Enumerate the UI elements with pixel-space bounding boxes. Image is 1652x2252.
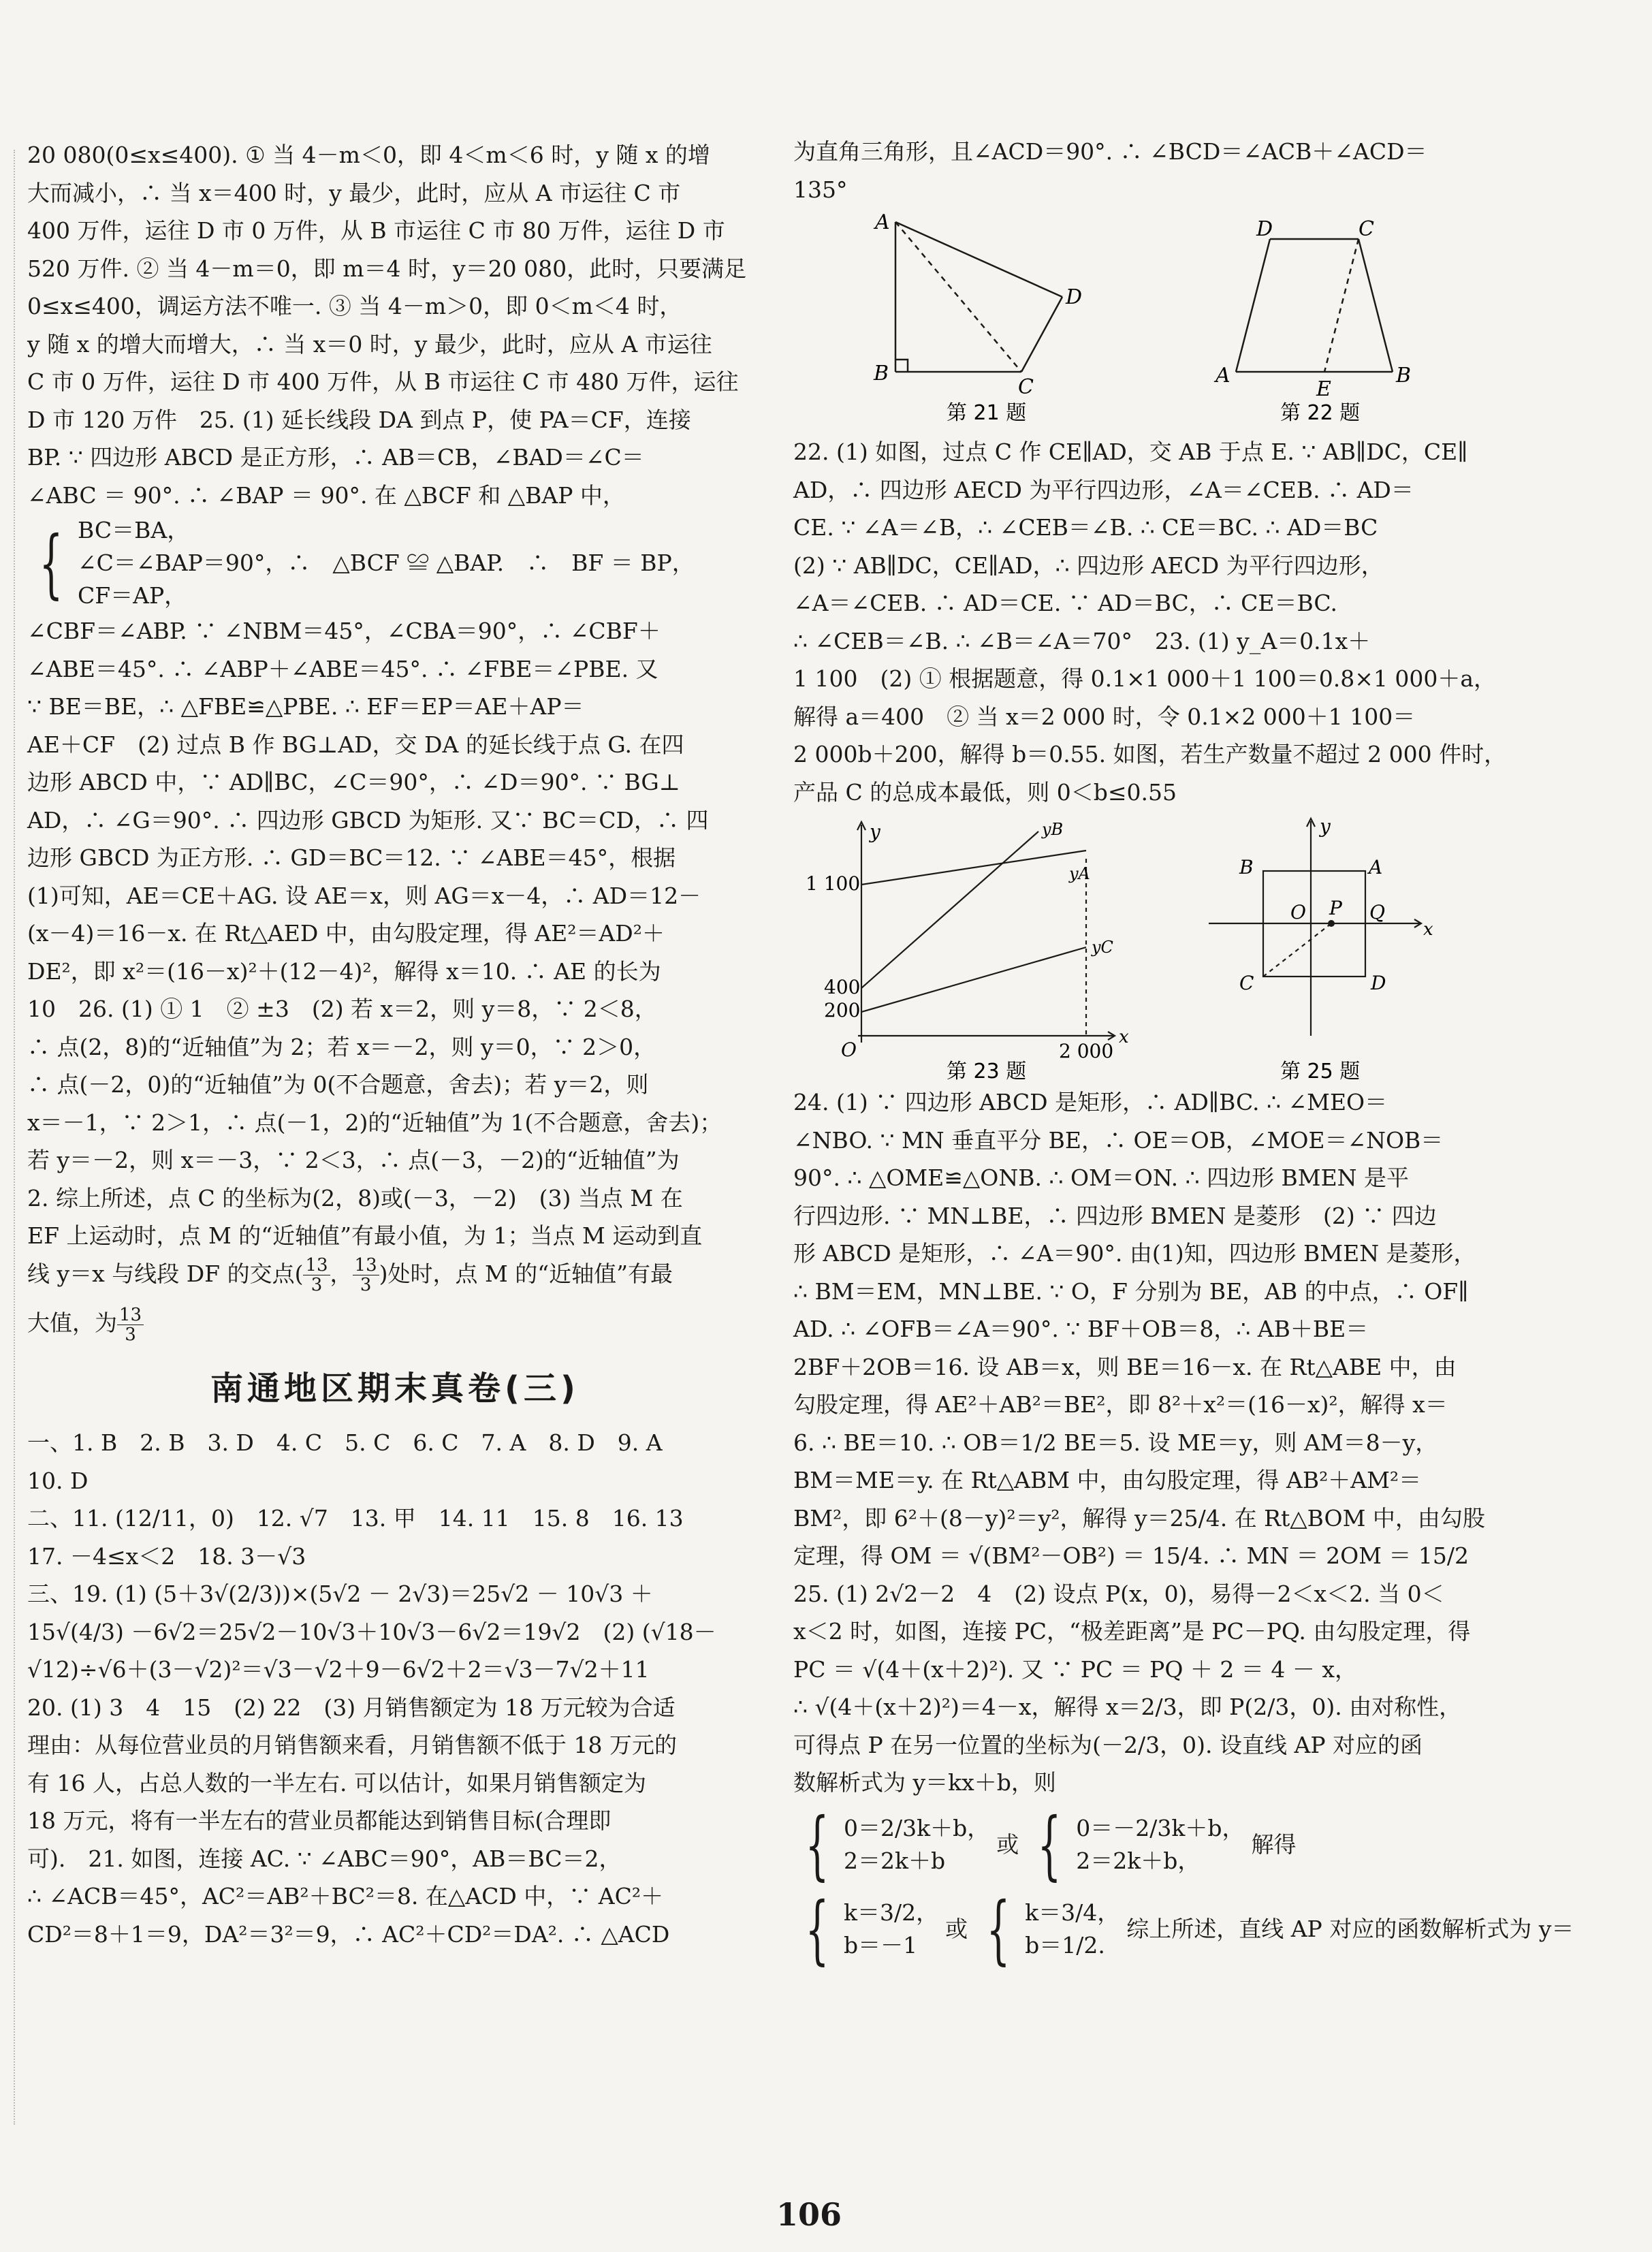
text: 或 xyxy=(996,1830,1019,1858)
text-line: CE. ∵ ∠A＝∠B，∴ ∠CEB＝∠B. ∴ CE＝BC. ∴ AD＝BC xyxy=(793,514,1378,541)
text-line: 解得 a＝400 ② 当 x＝2 000 时，令 0.1×2 000＋1 100＝ xyxy=(793,703,1416,730)
figure-caption: 第 22 题 xyxy=(1280,401,1361,425)
tick-label: 200 xyxy=(824,999,861,1021)
fraction xyxy=(353,1256,379,1295)
text-line: 形 ABCD 是矩形，∴ ∠A＝90°. 由(1)知，四边形 BMEN 是菱形， xyxy=(793,1240,1476,1267)
answer-text-block xyxy=(27,612,763,1255)
figure-23-25 xyxy=(793,811,1529,1083)
point-P xyxy=(1328,920,1335,927)
text-line: 24. (1) ∵ 四边形 ABCD 是矩形，∴ AD∥BC. ∴ ∠MEO＝ xyxy=(793,1089,1388,1115)
system-lines xyxy=(844,1897,938,1962)
answer-text-block xyxy=(27,1424,763,1953)
label-B: B xyxy=(1396,364,1412,387)
text-line: 18 万元，将有一半左右的营业员都能达到销售目标(合理即 xyxy=(27,1807,611,1834)
answer-text-block xyxy=(793,133,1536,208)
equation: k＝3/4， xyxy=(1025,1899,1120,1926)
text-line: CD²＝8＋1＝9，DA²＝3²＝9，∴ AC²＋CD²＝DA². ∴ △ACD xyxy=(27,1920,670,1948)
denominator: 3 xyxy=(125,1324,136,1345)
section-title: 南通地区期末真卷(三) xyxy=(210,1369,579,1408)
text-line: 90°. ∴ △OME≌△ONB. ∴ OM＝ON. ∴ 四边形 BMEN 是平 xyxy=(793,1164,1410,1191)
text-line: PC ＝ √(4＋(x＋2)²). 又 ∵ PC ＝ PQ ＋ 2 ＝ 4 － x， xyxy=(793,1655,1357,1683)
fraction xyxy=(117,1305,144,1344)
line-label-yC: yC xyxy=(1092,938,1113,957)
text-line: ∠ABE＝45°. ∴ ∠ABP＋∠ABE＝45°. ∴ ∠FBE＝∠PBE. 又 xyxy=(27,655,658,682)
left-brace: { xyxy=(39,520,63,607)
text: 线 y＝x 与线段 DF 的交点 xyxy=(27,1260,295,1287)
figure-21-22 xyxy=(793,208,1529,433)
equation: 2＝2k＋b， xyxy=(1076,1847,1201,1874)
axis-label-y: y xyxy=(870,821,880,843)
numerator: 13 xyxy=(353,1256,379,1275)
text-line: 可得点 P 在另一位置的坐标为(－2/3，0). 设直线 AP 对应的函 xyxy=(793,1731,1423,1758)
text-line: ∠CBF＝∠ABP. ∵ ∠NBM＝45°，∠CBA＝90°，∴ ∠CBF＋ xyxy=(27,618,661,644)
figure-caption: 第 21 题 xyxy=(947,401,1027,425)
text-line: (2) ∵ AB∥DC，CE∥AD，∴ 四边形 AECD 为平行四边形， xyxy=(793,552,1384,579)
text-line: 2BF＋2OB＝16. 设 AB＝x，则 BE＝16－x. 在 Rt△ABE 中，由 xyxy=(793,1353,1457,1380)
text: 处时，点 M 的“近轴值”有最 xyxy=(387,1260,673,1287)
equation: k＝3/2， xyxy=(844,1899,939,1926)
label-B: B xyxy=(1239,856,1254,878)
label-B: B xyxy=(874,362,889,385)
figure-21 xyxy=(895,222,1062,372)
text-line: 可). 21. 如图，连接 AC. ∵ ∠ABC＝90°，AB＝BC＝2， xyxy=(27,1845,622,1872)
text-line: ∴ BM＝EM，MN⊥BE. ∵ O，F 分别为 BE，AB 的中点，∴ OF∥ xyxy=(793,1278,1469,1305)
text-line: BC＝BA， xyxy=(78,517,190,543)
text-line: 10. D xyxy=(27,1467,89,1494)
label-A: A xyxy=(1216,364,1230,387)
text-line: √12)÷√6＋(3－√2)²＝√3－√2＋9－6√2＋2＝√3－7√2＋11 xyxy=(27,1656,650,1683)
text-line: (1)可知，AE＝CE＋AG. 设 AE＝x，则 AG＝x－4，∴ AD＝12－ xyxy=(27,882,701,909)
label-C: C xyxy=(1359,217,1374,241)
text-line: 25. (1) 2√2－2 4 (2) 设点 P(x，0)，易得－2＜x＜2. 当 0＜ xyxy=(793,1580,1444,1607)
system-lines xyxy=(844,1812,989,1877)
text-line: y 随 x 的增大而增大，∴ 当 x＝0 时，y 最少，此时，应从 A 市运往 xyxy=(27,330,712,358)
label-E: E xyxy=(1316,377,1331,401)
tick-label: 1 100 xyxy=(806,872,861,895)
text-line: ∴ 点(－2，0)的“近轴值”为 0(不合题意，舍去)；若 y＝2，则 xyxy=(27,1071,649,1098)
text-line: 为直角三角形，且∠ACD＝90°. ∴ ∠BCD＝∠ACB＋∠ACD＝ xyxy=(793,138,1427,165)
text-line: ∠NBO. ∵ MN 垂直平分 BE，∴ OE＝OB，∠MOE＝∠NOB＝ xyxy=(793,1126,1444,1154)
text-line: 若 y＝－2，则 x＝－3，∵ 2＜3，∴ 点(－3，－2)的“近轴值”为 xyxy=(27,1147,680,1173)
answer-text-block xyxy=(793,1083,1536,1802)
text: 综上所述，直线 AP 对应的函数解析式为 y＝ xyxy=(1126,1915,1574,1942)
text: 或 xyxy=(945,1915,968,1942)
text: 大值，为 xyxy=(27,1310,117,1336)
text-line: ∴ √(4＋(x＋2)²)＝4－x，解得 x＝2/3，即 P(2/3，0). 由对称性， xyxy=(793,1694,1462,1720)
text-line: 勾股定理，得 AE²＋AB²＝BE²，即 8²＋x²＝(16－x)²，解得 x＝ xyxy=(793,1391,1448,1418)
text-line: AD，∴ 四边形 AECD 为平行四边形，∠A＝∠CEB. ∴ AD＝ xyxy=(793,476,1414,503)
axis-label-x: x xyxy=(1423,919,1433,940)
text-line: 6. ∴ BE＝10. ∴ OB＝1/2 BE＝5. 设 ME＝y，则 AM＝8－y， xyxy=(793,1429,1438,1456)
text-line: ∠A＝∠CEB. ∴ AD＝CE. ∵ AD＝BC，∴ CE＝BC. xyxy=(793,590,1337,616)
label-D: D xyxy=(1256,217,1273,241)
answer-line xyxy=(27,1304,763,1344)
text-line: 理由：从每位营业员的月销售额来看，月销售额不低于 18 万元的 xyxy=(27,1732,677,1758)
figure-23 xyxy=(857,822,1115,1043)
text-line: ∠ABC ＝ 90°. ∴ ∠BAP ＝ 90°. 在 △BCF 和 △BAP 中， xyxy=(27,481,625,509)
numerator: 13 xyxy=(303,1256,330,1275)
left-brace: { xyxy=(805,1885,829,1973)
text-line: 17. －4≤x＜2 18. 3－√3 xyxy=(27,1542,306,1570)
text-line: ∴ 点(2，8)的“近轴值”为 2；若 x＝－2，则 y＝0，∵ 2＞0， xyxy=(27,1033,656,1060)
equation: 0＝－2/3k＋b， xyxy=(1076,1814,1245,1841)
solution-system-1 xyxy=(793,1885,939,1973)
text-line: 大而减小，∴ 当 x＝400 时，y 最少，此时，应从 A 市运往 C 市 xyxy=(27,179,681,206)
text-line: 数解析式为 y＝kx＋b，则 xyxy=(793,1769,1056,1796)
label-D: D xyxy=(1066,285,1083,309)
text-line: 1 100 (2) ① 根据题意，得 0.1×1 000＋1 100＝0.8×1 000＋a， xyxy=(793,665,1497,692)
figure-caption: 第 23 题 xyxy=(947,1060,1027,1083)
text-line: 15√(4/3) －6√2＝25√2－10√3＋10√3－6√2＝19√2 (2) (√18－ xyxy=(27,1618,716,1645)
text-line: x＜2 时，如图，连接 PC，“极差距离”是 PC－PQ. 由勾股定理，得 xyxy=(793,1618,1471,1645)
text: 解得 xyxy=(1251,1830,1297,1858)
numerator: 13 xyxy=(117,1305,144,1325)
label-D: D xyxy=(1371,972,1386,994)
left-brace: { xyxy=(805,1801,829,1888)
text-line: EF 上运动时，点 M 的“近轴值”有最小值，为 1；当点 M 运动到直 xyxy=(27,1222,703,1249)
equation-system-2 xyxy=(1026,1801,1245,1888)
text-line: ∴ ∠CEB＝∠B. ∴ ∠B＝∠A＝70° 23. (1) y_A＝0.1x＋ xyxy=(793,627,1371,654)
label-A: A xyxy=(875,210,890,234)
label-Q: Q xyxy=(1369,901,1385,923)
denominator: 3 xyxy=(311,1275,323,1295)
label-P: P xyxy=(1329,897,1342,919)
equation: 2＝2k＋b xyxy=(844,1847,946,1874)
text-line: ∠C＝∠BAP＝90°，∴ △BCF ≌ △BAP. ∴ BF ＝ BP， xyxy=(78,550,695,576)
solution-systems xyxy=(793,1885,1574,1973)
text-line: 2. 综上所述，点 C 的坐标为(2，8)或(－3，－2) (3) 当点 M 在 xyxy=(27,1184,683,1211)
fraction xyxy=(303,1256,330,1295)
text-line: 边形 ABCD 中，∵ AD∥BC，∠C＝90°，∴ ∠D＝90°. ∵ BG⊥ xyxy=(27,769,680,795)
label-C: C xyxy=(1018,375,1034,399)
text-line: 有 16 人，占总人数的一半左右. 可以估计，如果月销售额定为 xyxy=(27,1769,646,1796)
text-line: BM²，即 6²＋(8－y)²＝y²，解得 y＝25/4. 在 Rt△BOM 中，由勾股 xyxy=(793,1504,1485,1532)
text-line: 20 080(0≤x≤400). ① 当 4－m＜0，即 4＜m＜6 时，y 随 x 的增 xyxy=(27,142,710,168)
text-line: AD，∴ ∠G＝90°. ∴ 四边形 GBCD 为矩形. 又∵ BC＝CD，∴ 四 xyxy=(27,806,709,834)
denominator: 3 xyxy=(360,1275,372,1295)
axis-label-y: y xyxy=(1320,815,1331,838)
equation-system-1 xyxy=(793,1801,990,1888)
text-line: DE²，即 x²＝(16－x)²＋(12－4)²，解得 x＝10. ∴ AE 的长为 xyxy=(27,957,661,985)
binding-margin-line xyxy=(14,150,16,2125)
left-brace: { xyxy=(986,1885,1011,1973)
system-lines xyxy=(1076,1812,1244,1877)
text-line: ∵ BE＝BE，∴ △FBE≌△PBE. ∴ EF＝EP＝AE＋AP＝ xyxy=(27,693,584,720)
text-line: 20. (1) 3 4 15 (2) 22 (3) 月销售额定为 18 万元较为合适 xyxy=(27,1694,676,1721)
figure-25 xyxy=(1209,819,1421,1036)
line-label-yA: yA xyxy=(1069,864,1090,883)
text-line: AD. ∴ ∠OFB＝∠A＝90°. ∵ BF＋OB＝8，∴ AB＋BE＝ xyxy=(793,1316,1369,1342)
figure-caption: 第 25 题 xyxy=(1280,1060,1361,1083)
text-line: 产品 C 的总成本最低，则 0＜b≤0.55 xyxy=(793,778,1177,806)
text-line: 三、19. (1) (5＋3√(2/3))×(5√2 － 2√3)＝25√2 － 10√3 ＋ xyxy=(27,1581,653,1607)
page-number: 106 xyxy=(776,2196,842,2233)
text-line: 一、1. B 2. B 3. D 4. C 5. C 6. C 7. A 8. D 9. A xyxy=(27,1429,663,1456)
text-line: x＝－1，∵ 2＞1，∴ 点(－1，2)的“近轴值”为 1(不合题意，舍去)； xyxy=(27,1109,722,1136)
text-line: C 市 0 万件，运往 D 市 400 万件，从 B 市运往 C 市 480 万件，运往 xyxy=(27,368,739,395)
text-line: D 市 120 万件 25. (1) 延长线段 DA 到点 P，使 PA＝CF，连接 xyxy=(27,406,691,433)
text-line: 400 万件，运往 D 市 0 万件，从 B 市运往 C 市 80 万件，运往 D 市 xyxy=(27,217,725,244)
label-C: C xyxy=(1239,972,1254,994)
label-A: A xyxy=(1369,856,1383,878)
system-lines xyxy=(1025,1897,1119,1962)
tick-label: 400 xyxy=(824,976,861,998)
equation: b＝－1 xyxy=(844,1931,918,1958)
answer-text-block xyxy=(27,136,763,514)
right-column xyxy=(793,133,1574,1973)
solution-system-2 xyxy=(974,1885,1120,1973)
line-label-yB: yB xyxy=(1042,820,1064,839)
left-brace: { xyxy=(1037,1801,1062,1888)
system-lines xyxy=(78,514,695,612)
equation: 0＝2/3k＋b， xyxy=(844,1814,990,1841)
text-line: 边形 GBCD 为正方形. ∴ GD＝BC＝12. ∵ ∠ABE＝45°，根据 xyxy=(27,844,676,871)
text-line: CF＝AP， xyxy=(78,582,187,609)
text-line: 135° xyxy=(793,176,848,203)
text-line: 22. (1) 如图，过点 C 作 CE∥AD，交 AB 于点 E. ∵ AB∥DC，CE∥ xyxy=(793,439,1468,465)
left-column xyxy=(27,136,763,1953)
answer-text-block xyxy=(793,433,1536,811)
text-line: 10 26. (1) ① 1 ② ±3 (2) 若 x＝2，则 y＝8，∵ 2＜8， xyxy=(27,996,657,1022)
equation-systems xyxy=(793,1801,1536,1888)
text-line: 520 万件. ② 当 4－m＝0，即 m＝4 时，y＝20 080，此时，只要满足 xyxy=(27,255,747,282)
text-line: (x－4)＝16－x. 在 Rt△AED 中，由勾股定理，得 AE²＝AD²＋ xyxy=(27,920,665,947)
text-line: 2 000b＋200，解得 b＝0.55. 如图，若生产数量不超过 2 000 件时， xyxy=(793,741,1507,767)
text-line: 行四边形. ∵ MN⊥BE，∴ 四边形 BMEN 是菱形 (2) ∵ 四边 xyxy=(793,1202,1437,1229)
equation: b＝1/2. xyxy=(1025,1931,1105,1958)
text-line: ∴ ∠ACB＝45°，AC²＝AB²＋BC²＝8. 在△ACD 中，∵ AC²＋ xyxy=(27,1883,664,1909)
answer-line: 线 y＝x 与线段 DF 的交点( $\frac{13}{3}$ ， $\frac{13}{3}$ )处时，点 M 的“近轴值”有最 xyxy=(27,1255,673,1295)
origin-label: O xyxy=(841,1038,857,1061)
text-line: 二、11. (12/11，0) 12. √7 13. 甲 14. 11 15. 8 16. 13 xyxy=(27,1505,684,1532)
congruence-system xyxy=(27,514,763,612)
text-line: 定理，得 OM ＝ √(BM²－OB²) ＝ 15/4. ∴ MN ＝ 2OM ＝ 15/2 xyxy=(793,1542,1470,1569)
origin-label: O xyxy=(1290,901,1306,923)
figure-22 xyxy=(1236,239,1393,372)
text-line: 0≤x≤400，调运方法不唯一. ③ 当 4－m＞0，即 0＜m＜4 时， xyxy=(27,293,682,319)
tick-label: 2 000 xyxy=(1059,1040,1114,1062)
axis-label-x: x xyxy=(1119,1027,1129,1047)
text-line: AE＋CF (2) 过点 B 作 BG⊥AD，交 DA 的延长线于点 G. 在四 xyxy=(27,731,684,758)
text-line: BP. ∵ 四边形 ABCD 是正方形，∴ AB＝CB，∠BAD＝∠C＝ xyxy=(27,444,644,471)
text-line: BM＝ME＝y. 在 Rt△ABM 中，由勾股定理，得 AB²＋AM²＝ xyxy=(793,1467,1422,1493)
